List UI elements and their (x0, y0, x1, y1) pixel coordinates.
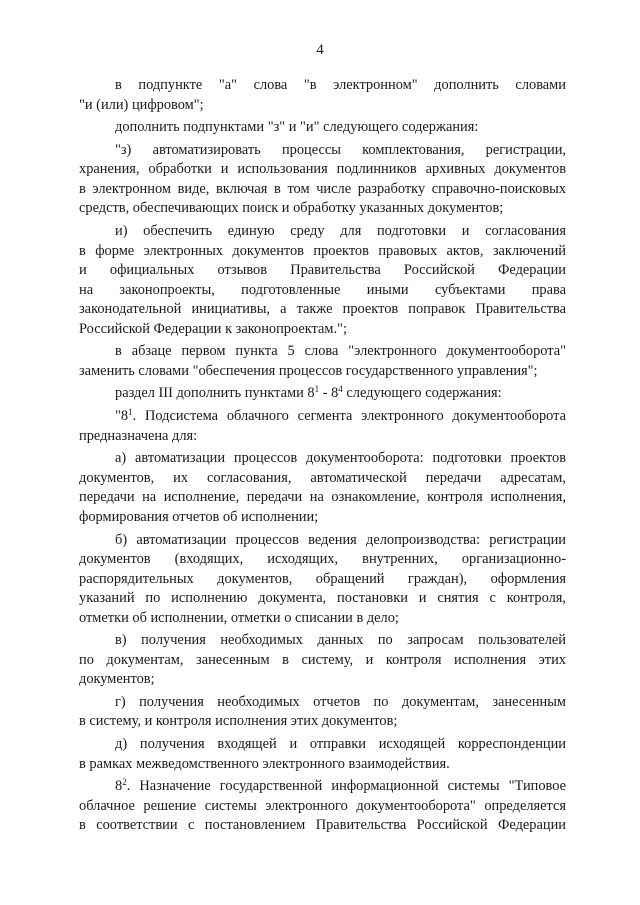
page-number: 4 (316, 42, 324, 58)
text-line: распорядительных документов, обращений граждан), оформления (79, 570, 566, 587)
text-line (79, 777, 566, 797)
text-line: Российской Федерации к законопроектам."; (79, 320, 347, 337)
text-line: в систему, и контроля исполнения этих документов; (79, 713, 398, 730)
text-line: предназначена для: (79, 427, 198, 444)
text-line: отметки об исполнении, отметки о списании в дело; (79, 609, 399, 626)
document-body (79, 76, 566, 836)
text-line: г) получения необходимых отчетов по документам, занесенным (115, 693, 566, 710)
text-line: д) получения входящей и отправки исходящей корреспонденции (115, 736, 566, 753)
text-line: формирования отчетов об исполнении; (79, 508, 319, 525)
text-line: облачное решение системы электронного документооборота" определяется (79, 797, 566, 814)
text-line: а) автоматизации процессов документооборота: подготовки проектов (115, 450, 566, 467)
text-line: б) автоматизации процессов ведения делопроизводства: регистрации (115, 531, 566, 548)
text-line: документов; (79, 671, 155, 688)
line-text: - 8 (319, 385, 339, 402)
text-line: указаний по исполнению документа, постановки и снятия с контроля, (79, 590, 566, 606)
text-line: дополнить подпунктами "з" и "и" следующего содержания: (115, 119, 479, 136)
text-line: хранения, обработки и использования подлинников архивных документов (79, 161, 566, 178)
text-line: передачи на исполнение, передачи на ознакомление, контроля исполнения, (79, 489, 566, 506)
text-line: в соответствии с постановлением Правительства Российской Федерации (79, 817, 566, 834)
superscript: 2 (122, 777, 127, 788)
text-line (79, 384, 566, 404)
text-line: "з) автоматизировать процессы комплектования, регистрации, (115, 141, 566, 158)
line-text: раздел III дополнить пунктами 8 (115, 385, 315, 402)
text-line: в подпункте "а" слова "в электронном" дополнить словами (115, 77, 566, 93)
text-line: в рамках межведомственного электронного взаимодействия. (79, 755, 450, 772)
superscript: 4 (338, 384, 343, 395)
text-line: законодательной инициативы, а также проектов поправок Правительства (79, 301, 566, 318)
text-line: в) получения необходимых данных по запросам пользователей (115, 632, 566, 649)
text-line: документов (входящих, исходящих, внутренних, организационно- (79, 551, 566, 567)
text-line: и официальных отзывов Правительства Российской Федерации (79, 262, 566, 279)
text-line (79, 407, 566, 427)
text-line: в электронном виде, включая в том числе разработку справочно-поисковых (79, 180, 566, 197)
text-line: и) обеспечить единую среду для подготовки и согласования (115, 223, 566, 240)
line-text: . Назначение государственной информационной системы "Типовое (126, 778, 566, 795)
text-line: в абзаце первом пункта 5 слова "электронного документооборота" (115, 343, 566, 360)
line-text: 8 (115, 778, 123, 795)
superscript: 1 (314, 384, 320, 395)
text-line: средств, обеспечивающих поиск и обработку указанных документов; (79, 200, 504, 217)
text-line: заменить словами "обеспечения процессов государственного управления"; (79, 362, 538, 379)
text-line: в форме электронных документов проектов правовых актов, заключений (79, 242, 566, 259)
text-line: по документам, занесенным в систему, и контроля исполнения этих (79, 651, 566, 668)
line-text: . Подсистема облачного сегмента электронного документооборота (132, 408, 566, 425)
line-text: "8 (115, 408, 129, 425)
superscript: 1 (128, 407, 133, 418)
text-line: документов, их согласования, автоматической передачи адресатам, (79, 469, 566, 486)
text-line: "и (или) цифровом"; (79, 96, 204, 113)
line-text: следующего содержания: (342, 385, 502, 402)
text-line: на законопроекты, подготовленные иными субъектами права (79, 281, 566, 298)
